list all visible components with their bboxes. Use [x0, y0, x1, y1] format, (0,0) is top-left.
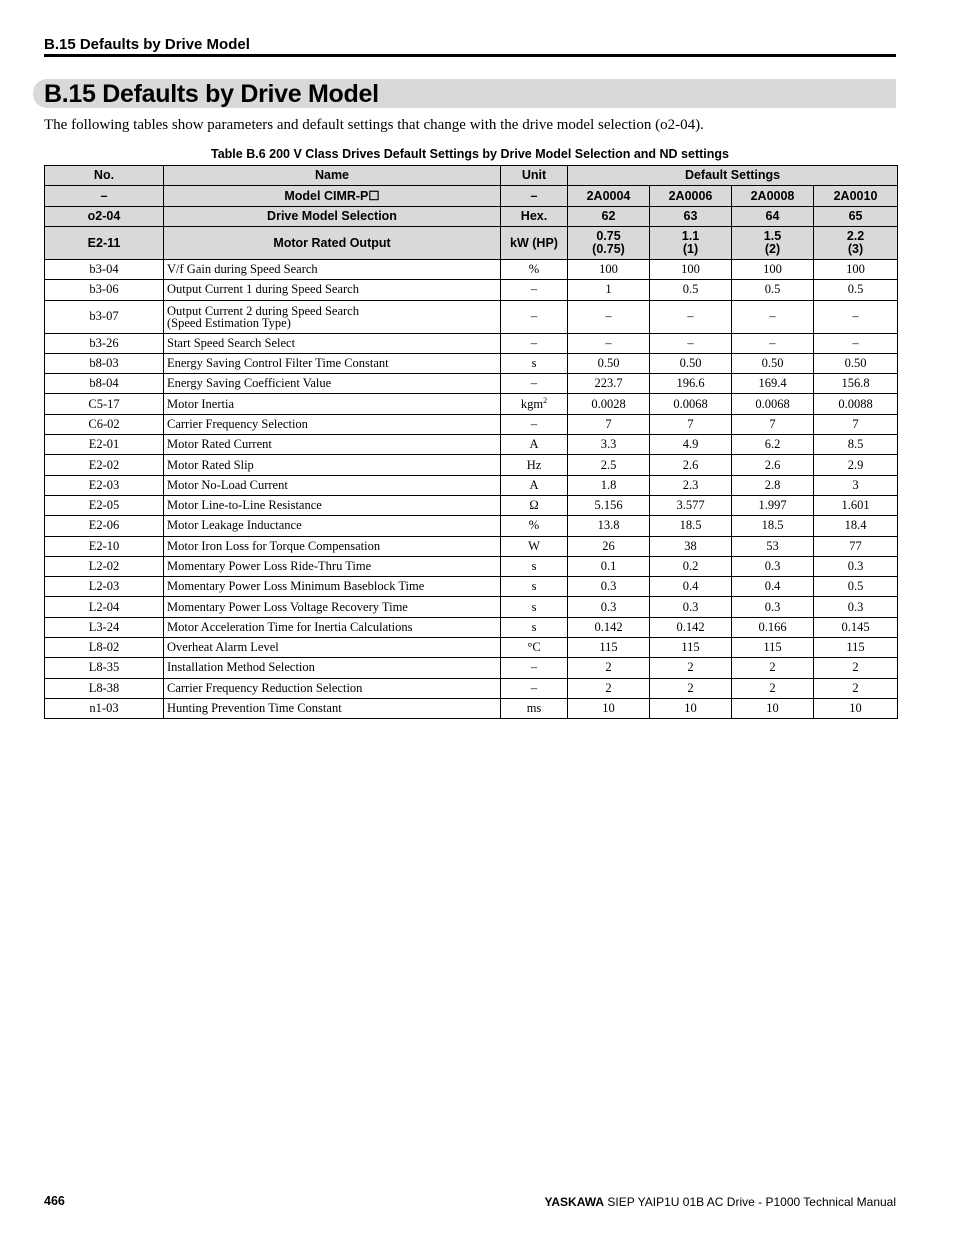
default-value-cell: 2.8	[732, 475, 814, 495]
drive-model-col-4: 65	[814, 207, 898, 227]
drive-model-col-2: 63	[650, 207, 732, 227]
default-value-cell: –	[814, 300, 898, 333]
param-unit-cell	[501, 495, 568, 515]
default-value-cell: 10	[568, 698, 650, 718]
default-value-cell: –	[732, 333, 814, 353]
footer-manual-title	[544, 1195, 896, 1209]
default-value-cell: 18.5	[650, 516, 732, 536]
intro-paragraph: The following tables show parameters and default settings that change with the drive model selection (o2-04).	[44, 117, 704, 133]
running-head: B.15 Defaults by Drive Model	[44, 36, 896, 57]
header-row-model	[45, 186, 898, 207]
rated-output-name-cell: Motor Rated Output	[164, 227, 501, 260]
unit-text: A	[529, 437, 539, 452]
default-value-cell: 7	[568, 414, 650, 434]
default-value-cell: 3	[814, 475, 898, 495]
unit-text: A	[529, 477, 539, 492]
rated-output-col-4: 2.2 (3)	[814, 227, 898, 260]
param-name-cell: Energy Saving Coefficient Value	[164, 374, 501, 394]
param-no-cell: b3-06	[45, 280, 164, 300]
param-unit-cell	[501, 374, 568, 394]
table-row	[45, 577, 898, 597]
default-value-cell: 18.5	[732, 516, 814, 536]
header-name: Name	[164, 166, 501, 186]
header-row-drive-model	[45, 207, 898, 227]
model-col-3: 2A0008	[732, 186, 814, 207]
param-no-cell: C6-02	[45, 414, 164, 434]
param-no-cell: L2-03	[45, 577, 164, 597]
drive-model-unit-cell: Hex.	[501, 207, 568, 227]
param-no-cell: L8-35	[45, 658, 164, 678]
unit-text: –	[530, 309, 538, 324]
param-unit-cell	[501, 556, 568, 576]
default-value-cell: 0.142	[568, 617, 650, 637]
unit-text: W	[528, 538, 540, 553]
param-unit-cell	[501, 597, 568, 617]
param-name-cell: Motor Iron Loss for Torque Compensation	[164, 536, 501, 556]
default-value-cell: 2	[650, 658, 732, 678]
unit-superscript: 2	[543, 395, 548, 405]
table-caption: Table B.6 200 V Class Drives Default Settings by Drive Model Selection and ND settings	[211, 147, 729, 161]
drive-model-no-cell: o2-04	[45, 207, 164, 227]
default-value-cell: 0.3	[732, 597, 814, 617]
table-row	[45, 597, 898, 617]
param-name-cell: Motor Rated Current	[164, 435, 501, 455]
table-row	[45, 516, 898, 536]
unit-text: Hz	[526, 457, 542, 472]
param-no-cell: L8-02	[45, 638, 164, 658]
param-no-cell: E2-01	[45, 435, 164, 455]
param-unit-cell	[501, 536, 568, 556]
param-name-cell: Motor Line-to-Line Resistance	[164, 495, 501, 515]
param-unit-cell	[501, 658, 568, 678]
unit-text: –	[530, 416, 538, 431]
param-no-cell: E2-03	[45, 475, 164, 495]
default-value-cell: 18.4	[814, 516, 898, 536]
default-value-cell: 0.0088	[814, 394, 898, 414]
default-value-cell: 0.1	[568, 556, 650, 576]
table-row	[45, 536, 898, 556]
default-value-cell: 0.4	[650, 577, 732, 597]
default-value-cell: 5.156	[568, 495, 650, 515]
drive-model-col-3: 64	[732, 207, 814, 227]
default-value-cell: 0.5	[650, 280, 732, 300]
default-value-cell: 0.0068	[732, 394, 814, 414]
param-name-cell: Motor Rated Slip	[164, 455, 501, 475]
default-value-cell: 6.2	[732, 435, 814, 455]
param-no-cell: n1-03	[45, 698, 164, 718]
param-no-cell: E2-10	[45, 536, 164, 556]
param-no-cell: E2-06	[45, 516, 164, 536]
param-no-cell: b3-07	[45, 300, 164, 333]
header-row-columns	[45, 166, 898, 186]
param-no-cell: b3-04	[45, 260, 164, 280]
default-value-cell: 13.8	[568, 516, 650, 536]
rated-output-col-3: 1.5 (2)	[732, 227, 814, 260]
default-value-cell: 115	[568, 638, 650, 658]
unit-text: kgm	[520, 396, 544, 411]
param-name-cell: V/f Gain during Speed Search	[164, 260, 501, 280]
param-no-cell: b8-03	[45, 353, 164, 373]
header-unit: Unit	[501, 166, 568, 186]
table-row	[45, 333, 898, 353]
table-row	[45, 678, 898, 698]
param-name-cell: Hunting Prevention Time Constant	[164, 698, 501, 718]
param-no-cell: L3-24	[45, 617, 164, 637]
default-value-cell: 0.142	[650, 617, 732, 637]
param-unit-cell	[501, 333, 568, 353]
default-value-cell: 10	[650, 698, 732, 718]
param-unit-cell	[501, 300, 568, 333]
table-row	[45, 658, 898, 678]
default-value-cell: 0.50	[568, 353, 650, 373]
default-value-cell: 1.997	[732, 495, 814, 515]
default-value-cell: 0.145	[814, 617, 898, 637]
param-no-cell: b3-26	[45, 333, 164, 353]
default-value-cell: 196.6	[650, 374, 732, 394]
default-value-cell: 2	[568, 678, 650, 698]
default-value-cell: 0.0068	[650, 394, 732, 414]
rated-output-unit-cell: kW (HP)	[501, 227, 568, 260]
default-value-cell: 2	[650, 678, 732, 698]
default-value-cell: 3.3	[568, 435, 650, 455]
table-row	[45, 374, 898, 394]
default-value-cell: 2.6	[650, 455, 732, 475]
param-no-cell: L8-38	[45, 678, 164, 698]
param-unit-cell	[501, 638, 568, 658]
default-value-cell: 0.3	[814, 556, 898, 576]
unit-text: –	[530, 335, 538, 350]
table-row	[45, 300, 898, 333]
param-name-cell: Overheat Alarm Level	[164, 638, 501, 658]
default-value-cell: 77	[814, 536, 898, 556]
default-value-cell: 0.3	[568, 577, 650, 597]
unit-text: –	[530, 282, 538, 297]
default-value-cell: 156.8	[814, 374, 898, 394]
default-value-cell: 26	[568, 536, 650, 556]
default-value-cell: 0.3	[814, 597, 898, 617]
default-value-cell: 0.3	[568, 597, 650, 617]
default-value-cell: 38	[650, 536, 732, 556]
model-col-1: 2A0004	[568, 186, 650, 207]
default-value-cell: 3.577	[650, 495, 732, 515]
table-row	[45, 638, 898, 658]
default-value-cell: 8.5	[814, 435, 898, 455]
default-value-cell: 0.2	[650, 556, 732, 576]
page-number: 466	[44, 1194, 65, 1208]
unit-text: –	[530, 376, 538, 391]
param-unit-cell	[501, 577, 568, 597]
footer-brand: YASKAWA	[544, 1195, 605, 1209]
unit-text: –	[530, 660, 538, 675]
unit-text: Ω	[529, 498, 539, 513]
default-value-cell: 4.9	[650, 435, 732, 455]
default-value-cell: 2	[732, 658, 814, 678]
param-unit-cell	[501, 260, 568, 280]
unit-text: %	[528, 262, 540, 277]
param-unit-cell	[501, 414, 568, 434]
param-no-cell: E2-05	[45, 495, 164, 515]
param-unit-cell	[501, 516, 568, 536]
table-row	[45, 353, 898, 373]
unit-text: s	[531, 619, 537, 634]
param-name-cell: Motor No-Load Current	[164, 475, 501, 495]
default-value-cell: –	[650, 333, 732, 353]
param-name-cell: Energy Saving Control Filter Time Constant	[164, 353, 501, 373]
unit-text: °C	[527, 640, 541, 655]
default-settings-table	[44, 165, 898, 719]
param-no-cell: L2-02	[45, 556, 164, 576]
default-value-cell: 0.50	[650, 353, 732, 373]
unit-text: ms	[526, 701, 542, 716]
rated-output-no-cell: E2-11	[45, 227, 164, 260]
default-value-cell: –	[568, 300, 650, 333]
default-value-cell: 2	[814, 658, 898, 678]
param-name-cell: Output Current 1 during Speed Search	[164, 280, 501, 300]
header-default-settings: Default Settings	[568, 166, 898, 186]
param-unit-cell	[501, 617, 568, 637]
param-name-cell: Momentary Power Loss Ride-Thru Time	[164, 556, 501, 576]
default-value-cell: 2	[814, 678, 898, 698]
param-name-cell: Carrier Frequency Selection	[164, 414, 501, 434]
default-value-cell: 0.5	[814, 577, 898, 597]
table-row	[45, 280, 898, 300]
param-name-cell: Motor Inertia	[164, 394, 501, 414]
param-no-cell: L2-04	[45, 597, 164, 617]
default-value-cell: 100	[650, 260, 732, 280]
default-value-cell: –	[814, 333, 898, 353]
param-name-cell: Motor Leakage Inductance	[164, 516, 501, 536]
unit-text: %	[528, 518, 540, 533]
param-no-cell: E2-02	[45, 455, 164, 475]
param-unit-cell	[501, 455, 568, 475]
default-value-cell: 0.50	[732, 353, 814, 373]
default-value-cell: 2.5	[568, 455, 650, 475]
param-name-cell: Motor Acceleration Time for Inertia Calculations	[164, 617, 501, 637]
default-value-cell: 1	[568, 280, 650, 300]
param-name-cell: Installation Method Selection	[164, 658, 501, 678]
param-name-cell: Start Speed Search Select	[164, 333, 501, 353]
default-value-cell: 0.50	[814, 353, 898, 373]
default-value-cell: 1.8	[568, 475, 650, 495]
default-value-cell: 100	[732, 260, 814, 280]
unit-text: s	[531, 356, 537, 371]
rated-output-col-2: 1.1 (1)	[650, 227, 732, 260]
default-value-cell: 115	[814, 638, 898, 658]
model-name-cell: Model CIMR-P☐	[164, 186, 501, 207]
section-title: B.15 Defaults by Drive Model	[44, 80, 379, 108]
table-row	[45, 394, 898, 414]
table-row	[45, 556, 898, 576]
default-value-cell: 2.3	[650, 475, 732, 495]
table-row	[45, 455, 898, 475]
default-value-cell: 1.601	[814, 495, 898, 515]
default-value-cell: –	[732, 300, 814, 333]
param-unit-cell	[501, 280, 568, 300]
default-value-cell: 0.5	[814, 280, 898, 300]
default-value-cell: 2	[732, 678, 814, 698]
default-value-cell: 0.0028	[568, 394, 650, 414]
header-no: No.	[45, 166, 164, 186]
unit-text: s	[531, 559, 537, 573]
model-unit-cell: –	[501, 186, 568, 207]
default-value-cell: 7	[732, 414, 814, 434]
param-unit-cell	[501, 435, 568, 455]
default-value-cell: 0.166	[732, 617, 814, 637]
default-value-cell: 7	[814, 414, 898, 434]
model-no-cell: –	[45, 186, 164, 207]
default-value-cell: 0.4	[732, 577, 814, 597]
default-value-cell: 100	[568, 260, 650, 280]
default-value-cell: 100	[814, 260, 898, 280]
table-row	[45, 617, 898, 637]
default-value-cell: 2.9	[814, 455, 898, 475]
table-row	[45, 475, 898, 495]
default-value-cell: –	[650, 300, 732, 333]
param-name-cell: Momentary Power Loss Minimum Baseblock Time	[164, 577, 501, 597]
param-unit-cell	[501, 698, 568, 718]
default-value-cell: 0.5	[732, 280, 814, 300]
table-row	[45, 495, 898, 515]
footer-manual-name: SIEP YAIP1U 01B AC Drive - P1000 Technical Manual	[604, 1195, 896, 1209]
default-value-cell: 7	[650, 414, 732, 434]
rated-output-col-1: 0.75 (0.75)	[568, 227, 650, 260]
param-no-cell: b8-04	[45, 374, 164, 394]
param-unit-cell	[501, 394, 568, 414]
default-value-cell: 223.7	[568, 374, 650, 394]
default-value-cell: 115	[650, 638, 732, 658]
param-unit-cell	[501, 353, 568, 373]
default-value-cell: 10	[732, 698, 814, 718]
drive-model-name-cell: Drive Model Selection	[164, 207, 501, 227]
unit-text: –	[530, 680, 538, 695]
table-row	[45, 435, 898, 455]
model-col-2: 2A0006	[650, 186, 732, 207]
header-row-rated-output	[45, 227, 898, 260]
table-row	[45, 260, 898, 280]
default-value-cell: –	[568, 333, 650, 353]
default-value-cell: 0.3	[650, 597, 732, 617]
param-name-cell: Carrier Frequency Reduction Selection	[164, 678, 501, 698]
table-row	[45, 698, 898, 718]
param-no-cell: C5-17	[45, 394, 164, 414]
default-value-cell: 2	[568, 658, 650, 678]
param-name-cell: Output Current 2 during Speed Search (Speed Estimation Type)	[164, 300, 501, 333]
param-name-cell: Momentary Power Loss Voltage Recovery Time	[164, 597, 501, 617]
unit-text: s	[531, 599, 537, 614]
default-value-cell: 2.6	[732, 455, 814, 475]
default-value-cell: 115	[732, 638, 814, 658]
default-value-cell: 0.3	[732, 556, 814, 576]
unit-text: s	[531, 579, 537, 594]
default-value-cell: 10	[814, 698, 898, 718]
model-col-4: 2A0010	[814, 186, 898, 207]
param-unit-cell	[501, 678, 568, 698]
drive-model-col-1: 62	[568, 207, 650, 227]
default-value-cell: 169.4	[732, 374, 814, 394]
table-row	[45, 414, 898, 434]
param-unit-cell	[501, 475, 568, 495]
default-value-cell: 53	[732, 536, 814, 556]
